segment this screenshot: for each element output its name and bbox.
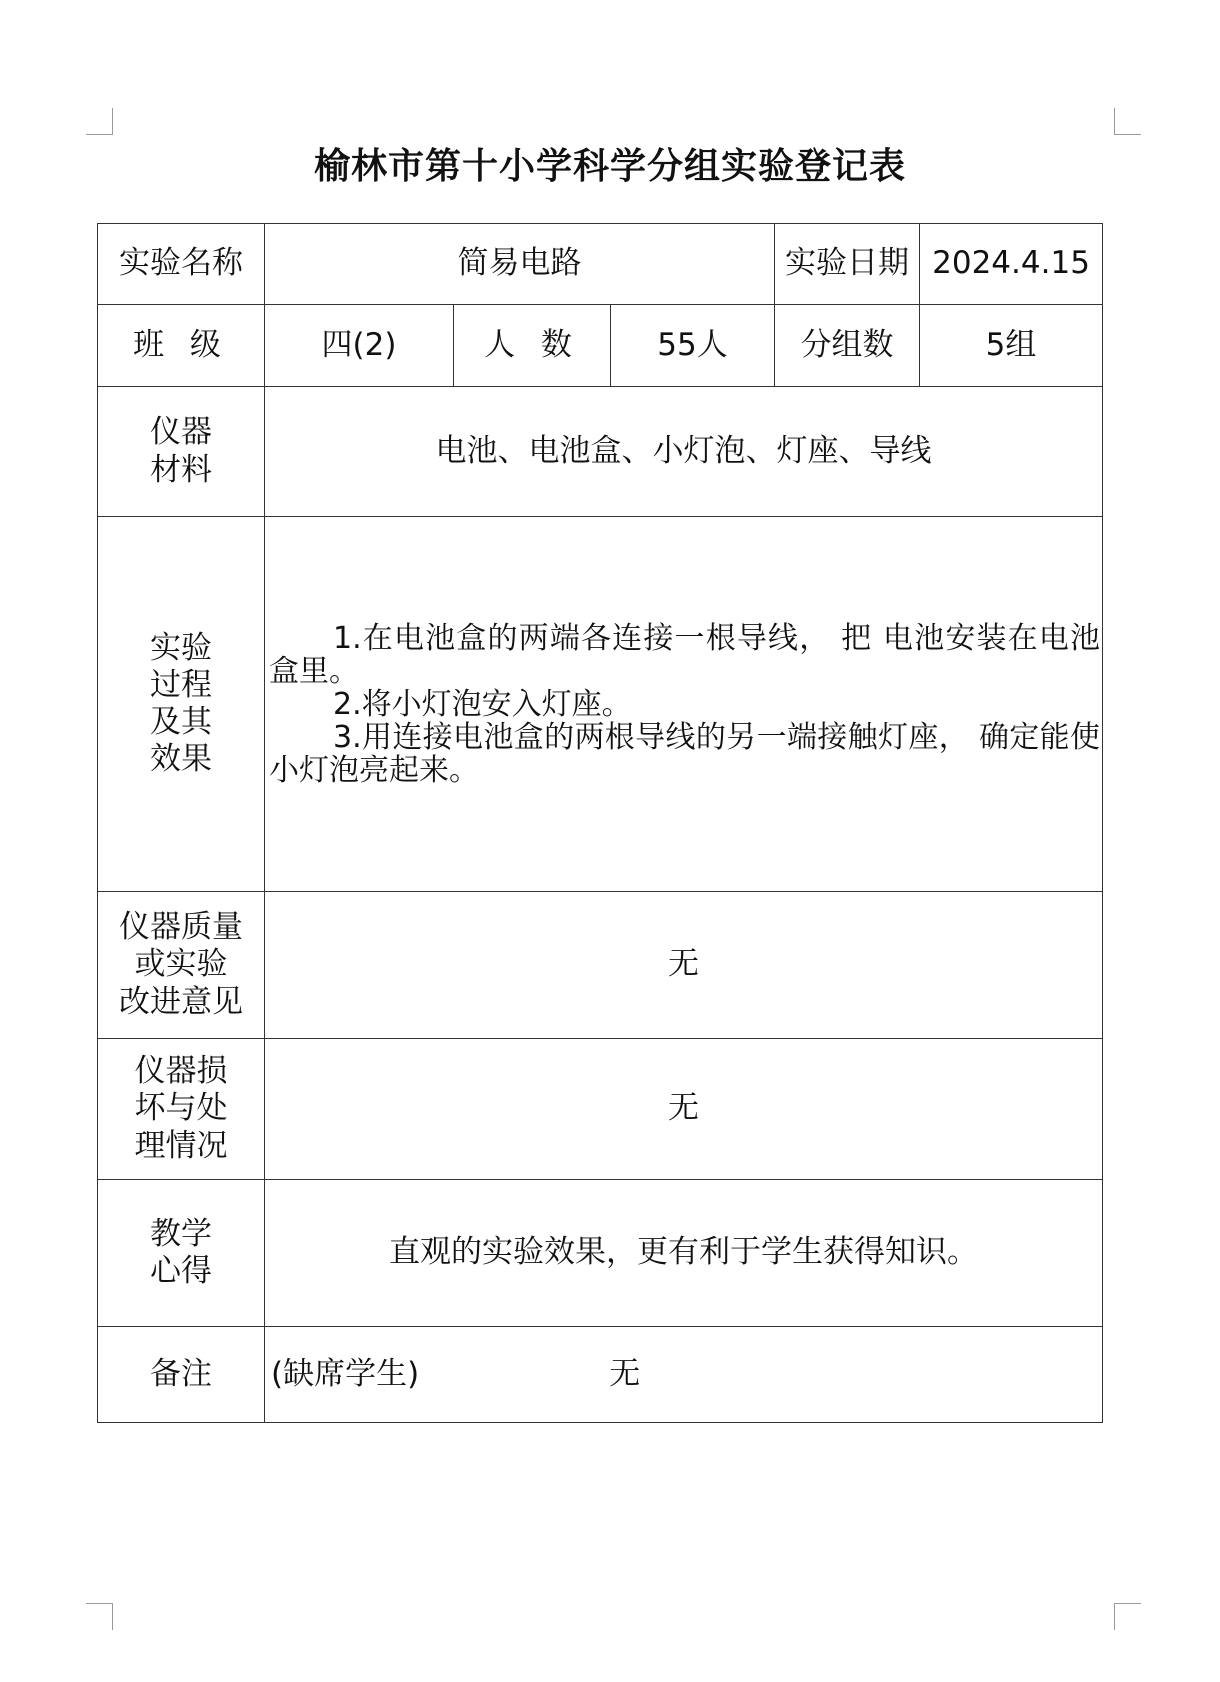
- crop-mark-top-right: [1114, 108, 1141, 135]
- process-label-line: 实验: [150, 629, 212, 666]
- absent-students-label: (缺席学生): [271, 1355, 420, 1392]
- experiment-date-label: 实验日期: [775, 224, 920, 305]
- experiment-name-label: 实验名称: [98, 224, 265, 305]
- process-label-line: 及其: [150, 704, 212, 740]
- materials-label-line: 材料: [150, 451, 212, 488]
- teaching-value: 直观的实验效果，更有利于学生获得知识。: [265, 1180, 1103, 1327]
- row-damage: [98, 1039, 1103, 1180]
- remarks-value: [265, 1327, 1103, 1423]
- page-title: 榆林市第十小学科学分组实验登记表: [313, 146, 906, 187]
- damage-label-line: 理情况: [134, 1127, 228, 1164]
- registration-form-table: [97, 223, 1103, 1423]
- quality-label-line: 仪器质量: [119, 909, 243, 946]
- row-class-info: [98, 305, 1103, 387]
- row-materials: [98, 387, 1103, 517]
- experiment-name-value: 简易电路: [265, 224, 775, 305]
- class-value: 四(2): [265, 305, 454, 387]
- crop-mark-bottom-left: [86, 1603, 113, 1630]
- quality-label-line: 或实验: [134, 946, 228, 983]
- student-count-value: 55人: [611, 305, 775, 387]
- remarks-label: 备注: [98, 1327, 265, 1423]
- damage-label: [98, 1039, 265, 1180]
- absent-students-value: 无: [609, 1355, 641, 1392]
- process-step: 2.将小灯泡安入灯座。: [333, 686, 632, 722]
- process-label-line: 过程: [150, 666, 212, 703]
- row-quality: [98, 892, 1103, 1039]
- quality-value: 无: [265, 892, 1103, 1039]
- crop-mark-bottom-right: [1114, 1603, 1141, 1630]
- materials-label: [98, 387, 265, 517]
- crop-mark-top-left: [86, 108, 113, 135]
- quality-label-line: 改进意见: [119, 983, 243, 1020]
- process-step: 3.用连接电池盒的两根导线的另一端接触灯座， 确定能使小灯泡亮起来。: [269, 719, 1101, 788]
- materials-label-line: 仪器: [150, 414, 212, 451]
- process-value: [265, 517, 1103, 892]
- group-count-value: 5组: [920, 305, 1103, 387]
- teaching-label-line: 心得: [150, 1253, 212, 1289]
- row-process: [98, 517, 1103, 892]
- teaching-label: [98, 1180, 265, 1327]
- process-step: 1.在电池盒的两端各连接一根导线， 把 电池安装在电池盒里。: [269, 620, 1101, 689]
- row-remarks: [98, 1327, 1103, 1423]
- row-teaching: [98, 1180, 1103, 1327]
- damage-label-line: 仪器损: [134, 1053, 228, 1090]
- class-label: 班 级: [98, 305, 265, 387]
- experiment-date-value: 2024.4.15: [920, 224, 1103, 305]
- teaching-label-line: 教学: [150, 1215, 212, 1252]
- quality-label: [98, 892, 265, 1039]
- student-count-label: 人 数: [454, 305, 611, 387]
- process-label-line: 效果: [150, 741, 212, 778]
- damage-label-line: 坏与处: [134, 1090, 228, 1127]
- process-label: [98, 517, 265, 892]
- materials-value: 电池、电池盒、小灯泡、灯座、导线: [265, 387, 1103, 517]
- damage-value: 无: [265, 1039, 1103, 1180]
- row-experiment-name: [98, 224, 1103, 305]
- group-count-label: 分组数: [775, 305, 920, 387]
